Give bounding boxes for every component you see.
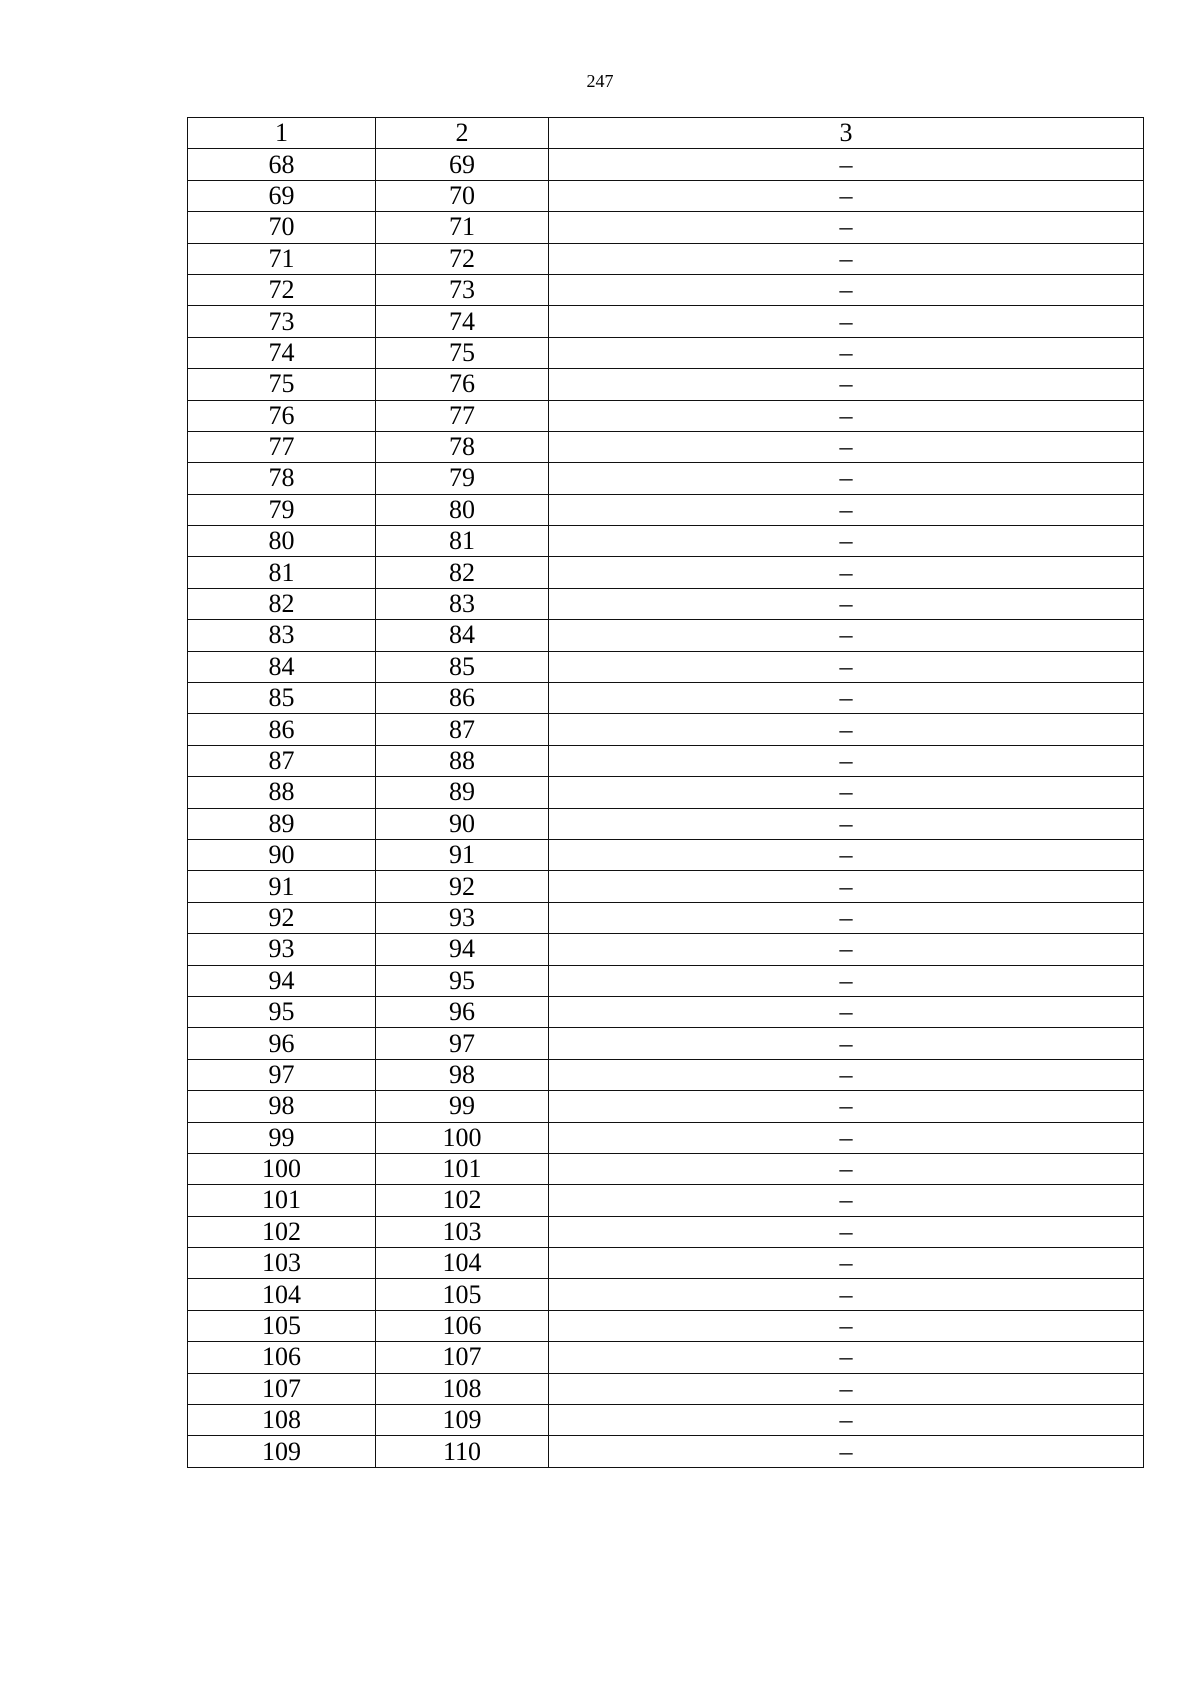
- table-cell-col-1: 98: [188, 1091, 376, 1122]
- table-cell-col-1: 81: [188, 557, 376, 588]
- table-cell-col-1: 106: [188, 1342, 376, 1373]
- table-cell-col-2: 78: [376, 431, 549, 462]
- table-row: [188, 651, 1144, 682]
- table-cell-col-1: 108: [188, 1405, 376, 1436]
- table-cell-col-1: 90: [188, 839, 376, 870]
- table-row: [188, 243, 1144, 274]
- table-cell-col-3: –: [549, 683, 1144, 714]
- table-cell-col-2: 69: [376, 149, 549, 180]
- table-cell-col-2: 73: [376, 274, 549, 305]
- table-cell-col-2: 107: [376, 1342, 549, 1373]
- table-cell-col-3: –: [549, 1310, 1144, 1341]
- table-cell-col-3: –: [549, 745, 1144, 776]
- table-cell-col-3: –: [549, 337, 1144, 368]
- table-cell-col-1: 69: [188, 180, 376, 211]
- table-cell-col-1: 100: [188, 1153, 376, 1184]
- table-cell-col-3: –: [549, 1248, 1144, 1279]
- table-row: [188, 934, 1144, 965]
- table-cell-col-2: 95: [376, 965, 549, 996]
- table-row: [188, 620, 1144, 651]
- table-row: [188, 1153, 1144, 1184]
- table-row: [188, 212, 1144, 243]
- table-cell-col-1: 96: [188, 1028, 376, 1059]
- table-row: [188, 588, 1144, 619]
- table-cell-col-3: –: [549, 557, 1144, 588]
- table-cell-col-2: 97: [376, 1028, 549, 1059]
- table-cell-col-3: –: [549, 306, 1144, 337]
- table-row: [188, 965, 1144, 996]
- table-cell-col-3: –: [549, 400, 1144, 431]
- table-cell-col-1: 74: [188, 337, 376, 368]
- table-cell-col-1: 91: [188, 871, 376, 902]
- table-cell-col-2: 98: [376, 1059, 549, 1090]
- table-cell-col-1: 95: [188, 996, 376, 1027]
- table-row: [188, 1405, 1144, 1436]
- table-cell-col-3: –: [549, 934, 1144, 965]
- data-table: [187, 117, 1144, 1468]
- table-cell-col-2: 83: [376, 588, 549, 619]
- table-cell-col-2: 90: [376, 808, 549, 839]
- table-row: [188, 777, 1144, 808]
- table-cell-col-2: 86: [376, 683, 549, 714]
- table-row: [188, 745, 1144, 776]
- table-cell-col-3: –: [549, 1436, 1144, 1467]
- page-number: 247: [586, 71, 614, 91]
- table-cell-col-2: 108: [376, 1373, 549, 1404]
- table-cell-col-2: 87: [376, 714, 549, 745]
- table-cell-col-2: 93: [376, 902, 549, 933]
- table-cell-col-2: 76: [376, 369, 549, 400]
- table-cell-col-1: 83: [188, 620, 376, 651]
- table-cell-col-1: 99: [188, 1122, 376, 1153]
- table-row: [188, 337, 1144, 368]
- table-cell-col-1: 84: [188, 651, 376, 682]
- table-cell-col-2: 70: [376, 180, 549, 211]
- table-cell-col-1: 109: [188, 1436, 376, 1467]
- table-cell-col-3: –: [549, 526, 1144, 557]
- table-cell-col-1: 88: [188, 777, 376, 808]
- table-cell-col-2: 85: [376, 651, 549, 682]
- table-cell-col-2: 102: [376, 1185, 549, 1216]
- table-row: [188, 996, 1144, 1027]
- table-cell-col-3: –: [549, 1122, 1144, 1153]
- table-cell-col-3: –: [549, 1342, 1144, 1373]
- table-cell-col-3: –: [549, 369, 1144, 400]
- table-cell-col-1: 87: [188, 745, 376, 776]
- column-header-3: 3: [549, 118, 1144, 149]
- table-cell-col-3: –: [549, 902, 1144, 933]
- table-cell-col-3: –: [549, 463, 1144, 494]
- table-cell-col-1: 77: [188, 431, 376, 462]
- table-cell-col-3: –: [549, 839, 1144, 870]
- table-row: [188, 1436, 1144, 1467]
- table-cell-col-1: 85: [188, 683, 376, 714]
- table-row: [188, 400, 1144, 431]
- table-cell-col-1: 102: [188, 1216, 376, 1247]
- table-cell-col-1: 73: [188, 306, 376, 337]
- table-cell-col-3: –: [549, 149, 1144, 180]
- table-row: [188, 431, 1144, 462]
- table-cell-col-1: 76: [188, 400, 376, 431]
- table-cell-col-2: 92: [376, 871, 549, 902]
- table-cell-col-1: 89: [188, 808, 376, 839]
- table-row: [188, 1059, 1144, 1090]
- table-cell-col-2: 96: [376, 996, 549, 1027]
- table-cell-col-3: –: [549, 965, 1144, 996]
- table-cell-col-2: 110: [376, 1436, 549, 1467]
- table-cell-col-1: 72: [188, 274, 376, 305]
- table-row: [188, 557, 1144, 588]
- table-cell-col-2: 105: [376, 1279, 549, 1310]
- table-row: [188, 526, 1144, 557]
- table-cell-col-2: 109: [376, 1405, 549, 1436]
- table-cell-col-3: –: [549, 1091, 1144, 1122]
- table-cell-col-2: 101: [376, 1153, 549, 1184]
- table-row: [188, 1310, 1144, 1341]
- table-cell-col-3: –: [549, 1059, 1144, 1090]
- table-cell-col-2: 81: [376, 526, 549, 557]
- table-cell-col-1: 104: [188, 1279, 376, 1310]
- table-row: [188, 463, 1144, 494]
- table-cell-col-3: –: [549, 588, 1144, 619]
- table-cell-col-3: –: [549, 212, 1144, 243]
- table-row: [188, 274, 1144, 305]
- table-cell-col-2: 80: [376, 494, 549, 525]
- table-cell-col-1: 92: [188, 902, 376, 933]
- table-row: [188, 1248, 1144, 1279]
- table-cell-col-1: 75: [188, 369, 376, 400]
- table-cell-col-3: –: [549, 494, 1144, 525]
- table-cell-col-3: –: [549, 431, 1144, 462]
- table-cell-col-1: 79: [188, 494, 376, 525]
- table-cell-col-3: –: [549, 1028, 1144, 1059]
- table-cell-col-1: 94: [188, 965, 376, 996]
- table-row: [188, 306, 1144, 337]
- table-row: [188, 1091, 1144, 1122]
- table-cell-col-3: –: [549, 996, 1144, 1027]
- table-cell-col-3: –: [549, 1373, 1144, 1404]
- table-row: [188, 1279, 1144, 1310]
- table-cell-col-1: 71: [188, 243, 376, 274]
- table-cell-col-3: –: [549, 777, 1144, 808]
- table-cell-col-1: 70: [188, 212, 376, 243]
- table-cell-col-1: 82: [188, 588, 376, 619]
- table-cell-col-3: –: [549, 274, 1144, 305]
- column-header-1: 1: [188, 118, 376, 149]
- table-cell-col-1: 80: [188, 526, 376, 557]
- table-cell-col-3: –: [549, 1153, 1144, 1184]
- table-cell-col-2: 72: [376, 243, 549, 274]
- table-row: [188, 1342, 1144, 1373]
- table-cell-col-1: 101: [188, 1185, 376, 1216]
- table-cell-col-2: 104: [376, 1248, 549, 1279]
- table-cell-col-1: 97: [188, 1059, 376, 1090]
- table-row: [188, 683, 1144, 714]
- table-row: [188, 839, 1144, 870]
- table-row: [188, 494, 1144, 525]
- table-cell-col-1: 86: [188, 714, 376, 745]
- table-row: [188, 902, 1144, 933]
- table-cell-col-2: 77: [376, 400, 549, 431]
- table-cell-col-3: –: [549, 714, 1144, 745]
- table-row: [188, 149, 1144, 180]
- table-cell-col-2: 88: [376, 745, 549, 776]
- table-body: [188, 118, 1144, 1468]
- table-cell-col-1: 103: [188, 1248, 376, 1279]
- table-cell-col-2: 106: [376, 1310, 549, 1341]
- table-row: [188, 1028, 1144, 1059]
- table-row: [188, 180, 1144, 211]
- table-cell-col-1: 107: [188, 1373, 376, 1404]
- table-cell-col-3: –: [549, 871, 1144, 902]
- column-header-2: 2: [376, 118, 549, 149]
- table-row: [188, 871, 1144, 902]
- table-cell-col-3: –: [549, 1405, 1144, 1436]
- table-row: [188, 808, 1144, 839]
- table-cell-col-1: 78: [188, 463, 376, 494]
- table-cell-col-3: –: [549, 1216, 1144, 1247]
- table-cell-col-2: 100: [376, 1122, 549, 1153]
- table-cell-col-1: 68: [188, 149, 376, 180]
- table-row: [188, 1185, 1144, 1216]
- table-cell-col-2: 89: [376, 777, 549, 808]
- table-cell-col-3: –: [549, 651, 1144, 682]
- table-cell-col-2: 79: [376, 463, 549, 494]
- table-cell-col-3: –: [549, 180, 1144, 211]
- table-cell-col-3: –: [549, 1279, 1144, 1310]
- table-cell-col-3: –: [549, 243, 1144, 274]
- table-row: [188, 1216, 1144, 1247]
- table-row: [188, 1373, 1144, 1404]
- table-cell-col-1: 93: [188, 934, 376, 965]
- table-header-row: [188, 118, 1144, 149]
- table-row: [188, 714, 1144, 745]
- table-cell-col-1: 105: [188, 1310, 376, 1341]
- table-cell-col-2: 75: [376, 337, 549, 368]
- table-cell-col-2: 74: [376, 306, 549, 337]
- table-cell-col-3: –: [549, 620, 1144, 651]
- table-cell-col-2: 71: [376, 212, 549, 243]
- table-cell-col-3: –: [549, 808, 1144, 839]
- table-cell-col-3: –: [549, 1185, 1144, 1216]
- table-cell-col-2: 91: [376, 839, 549, 870]
- table-cell-col-2: 82: [376, 557, 549, 588]
- table-row: [188, 369, 1144, 400]
- table-cell-col-2: 99: [376, 1091, 549, 1122]
- table-cell-col-2: 84: [376, 620, 549, 651]
- table-cell-col-2: 94: [376, 934, 549, 965]
- table-cell-col-2: 103: [376, 1216, 549, 1247]
- table-row: [188, 1122, 1144, 1153]
